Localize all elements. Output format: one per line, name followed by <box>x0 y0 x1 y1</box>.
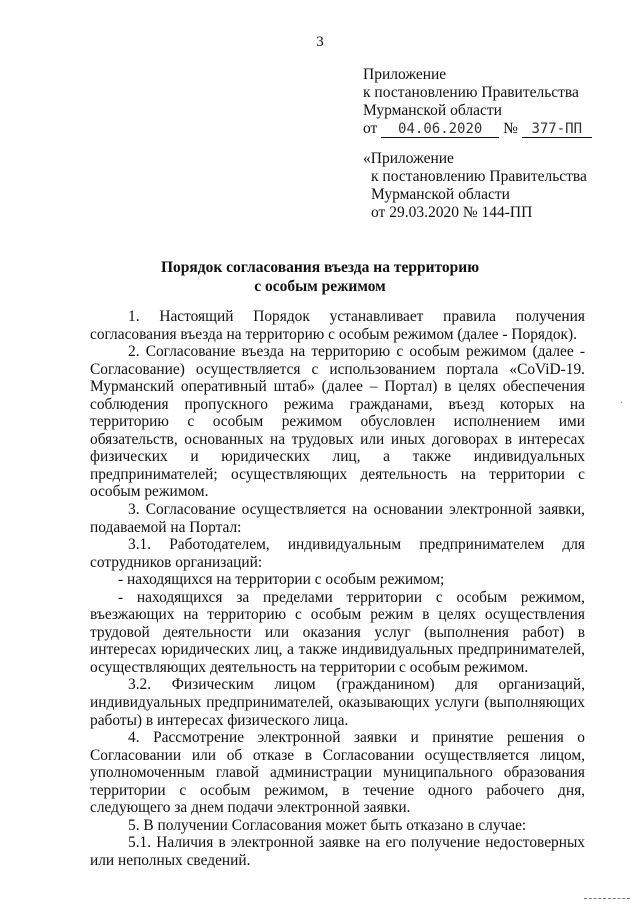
paragraph-4: 4. Рассмотрение электронной заявки и принятие решения о Согласовании или об отказе в Согласовании осуществляется лицом, уполномоченным главой администрации муниципального образования территории с особым режимом, в течение одного рабочего дня, следующего за днем подачи электронной заявки. <box>90 729 585 817</box>
appendix-region: Мурманской области <box>363 102 502 119</box>
old-appendix-date: от 29.03.2020 № 144-ПП <box>371 204 533 221</box>
paragraph-3: 3. Согласование осуществляется на основании электронной заявки, подаваемой на Портал: <box>90 501 585 536</box>
old-appendix-label: «Приложение <box>363 150 454 167</box>
document-title <box>0 258 640 296</box>
appendix-header-new <box>363 66 592 138</box>
appendix-header-old <box>363 150 587 222</box>
date-prefix: от <box>363 120 378 137</box>
paragraph-1: 1. Настоящий Порядок устанавливает правила получения согласования въезда на территорию с особым режимом (далее - Порядок). <box>90 308 585 343</box>
paragraph-3-1-item-2: - находящихся за пределами территории с особым режимом, въезжающих на территорию с особым режим в целях осуществления трудовой деятельности или оказания услуг (выполнения работ) в интересах юридических лиц, а также индивидуальных предпринимателей, осуществляющих деятельность на территории с особым режимом. <box>90 588 585 676</box>
appendix-decree-ref: к постановлению Правительства <box>363 84 579 101</box>
scan-artifact: · <box>620 398 624 409</box>
appendix-date-line <box>363 120 592 138</box>
number-sign: № <box>503 120 518 137</box>
paragraph-5: 5. В получении Согласования может быть отказано в случае: <box>128 816 527 834</box>
appendix-label: Приложение <box>363 66 447 83</box>
paragraph-2: 2. Согласование въезда на территорию с особым режимом (далее - Согласование) осуществляется с использованием портала «CoViD-19. Мурманский оперативный штаб» (далее – Портал) в целях обеспечения соблюдения пропускного режима гражданами, въезд которых на территорию с особым режимом обусловлен исполнением ими обязательств, основанных на трудовых или иных договорах в интересах физических и юридических лиц, а также индивидуальных предпринимателей; осуществляющих деятельность на территории с особым режимом. <box>90 343 585 501</box>
old-appendix-region: Мурманской области <box>371 186 510 203</box>
title-line-2: с особым режимом <box>254 278 386 295</box>
paragraph-5-1: 5.1. Наличия в электронной заявке на его получение недостоверных или неполных сведений. <box>90 834 585 869</box>
scan-edge-mark <box>584 898 630 899</box>
paragraph-3-1: 3.1. Работодателем, индивидуальным предпринимателем для сотрудников организаций: <box>90 536 585 571</box>
paragraph-3-1-item-1: - находящихся на территории с особым режимом; <box>118 571 445 589</box>
title-line-1: Порядок согласования въезда на территорию <box>160 259 480 276</box>
old-appendix-decree-ref: к постановлению Правительства <box>371 168 587 185</box>
decree-date: 04.06.2020 <box>381 122 499 138</box>
page-number: 3 <box>316 34 324 50</box>
decree-number: 377-ПП <box>522 122 592 138</box>
paragraph-3-2: 3.2. Физическим лицом (гражданином) для организаций, индивидуальных предпринимателей, оказывающих услуги (выполняющих работы) в интересах физического лица. <box>90 676 585 729</box>
document-body <box>90 308 585 870</box>
